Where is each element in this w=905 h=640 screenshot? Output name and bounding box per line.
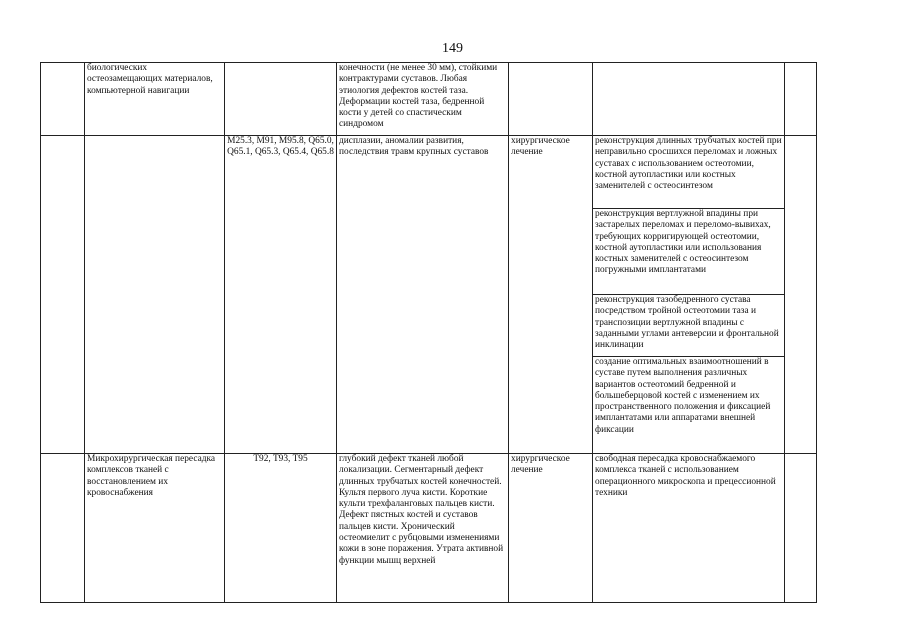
method-cell: Микрохирургическая пересадка комплексов тканей с восстановлением их кровоснабжения [85, 454, 225, 603]
codes-cell [225, 63, 337, 136]
model-cell: дисплазии, аномалии развития, последствия травм крупных суставов [337, 136, 509, 454]
treatment-cell: хирургическое лечение [509, 454, 593, 603]
row-number-cell [41, 136, 85, 454]
treatment-cell: хирургическое лечение [509, 136, 593, 454]
table-row [41, 136, 817, 209]
intervention-cell: реконструкция вертлужной впадины при застарелых переломах и переломо-вывихах, требующих корригирующей остеотомии, костной аутопластики или использования костных заменителей с остеосинтезом погружными имплантатами [593, 209, 785, 295]
cost-cell [785, 454, 817, 603]
intervention-cell: реконструкция тазобедренного сустава посредством тройной остеотомии таза и транспозиции вертлужной впадины с заданными углами антеверсии и фронтальной инклинации [593, 295, 785, 357]
codes-cell: M25.3, M91, M95.8, Q65.0, Q65.1, Q65.3, Q65.4, Q65.8 [225, 136, 337, 454]
intervention-cell: создание оптимальных взаимоотношений в суставе путем выполнения различных вариантов остеотомий бедренной и большеберцовой костей с изменением их пространственного положения и фиксацией имплантатами или аппаратами внешней фиксации [593, 357, 785, 454]
model-cell: конечности (не менее 30 мм), стойкими контрактурами суставов. Любая этиология дефектов костей таза. Деформации костей таза, бедренной кости у детей со спастическим синдромом [337, 63, 509, 136]
method-cell: биологических остеозамещающих материалов, компьютерной навигации [85, 63, 225, 136]
table-row [41, 63, 817, 136]
method-cell [85, 136, 225, 454]
page-number: 149 [442, 41, 463, 56]
treatment-cell [509, 63, 593, 136]
codes-cell: T92, T93, T95 [225, 454, 337, 603]
intervention-cell: свободная пересадка кровоснабжаемого комплекса тканей с использованием операционного микроскопа и прецессионной техники [593, 454, 785, 603]
medical-care-table [40, 62, 817, 603]
cost-cell [785, 63, 817, 136]
table-row [41, 454, 817, 603]
model-cell: глубокий дефект тканей любой локализации. Сегментарный дефект длинных трубчатых костей конечностей. Культя первого луча кисти. Короткие культи трехфаланговых пальцев кисти. Дефект пястных костей и суставов пальцев кисти. Хронический остеомиелит с рубцовыми изменениями кожи в зоне поражения. Утрата активной функции мышц верхней [337, 454, 509, 603]
cost-cell [785, 136, 817, 454]
intervention-cell [593, 63, 785, 136]
row-number-cell [41, 63, 85, 136]
intervention-cell: реконструкция длинных трубчатых костей при неправильно сросшихся переломах и ложных суставах с использованием остеотомии, костной аутопластики или костных заменителей с остеосинтезом [593, 136, 785, 209]
row-number-cell [41, 454, 85, 603]
